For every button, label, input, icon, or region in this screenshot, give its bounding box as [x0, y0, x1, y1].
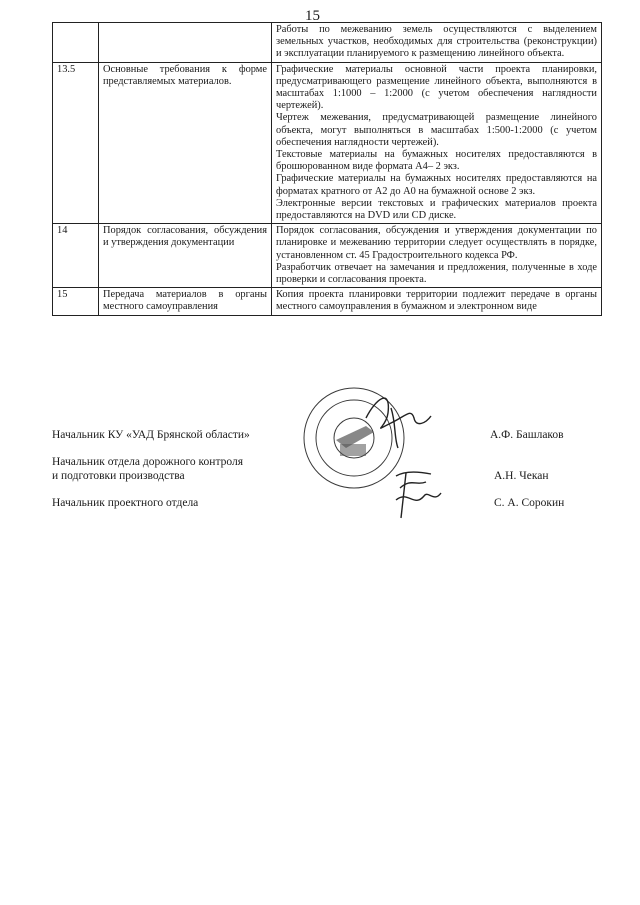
signatory-title	[52, 455, 243, 483]
signatory-name: С. А. Сорокин	[494, 497, 565, 509]
description-paragraph: Работы по межеванию земель осуществляются с выделением земельных участков, необходимых для строительства (реконструкции) и эксплуатации планируемого к размещению линейного объекта.	[276, 24, 597, 60]
row-title: Передача материалов в органы местного самоуправления	[99, 288, 272, 315]
description-paragraph: Чертеж межевания, предусматривающей размещение линейного объекта, могут выполняться в масштабах 1:500-1:2000 (с учетом обеспечения наглядности чертежей).	[276, 112, 597, 148]
signatory-title-line: Начальник отдела дорожного контроля	[52, 456, 244, 468]
table-row	[53, 288, 602, 315]
description-paragraph: Текстовые материалы на бумажных носителях предоставляются в брошюрованном виде формата А4– 2 экз.	[276, 149, 597, 173]
row-title: Основные требования к форме представляемых материалов.	[99, 62, 272, 224]
signatory-name: А.Ф. Башлаков	[490, 429, 564, 441]
row-number: 14	[53, 224, 99, 288]
signatory-name: А.Н. Чекан	[494, 470, 549, 482]
signatory-title-line: и подготовки производства	[52, 470, 185, 482]
description-paragraph: Порядок согласования, обсуждения и утверждения документации по планировке и межеванию территории следует осуществлять в порядке, установленном ст. 45 Градостроительного кодекса РФ.	[276, 225, 597, 261]
description-paragraph: Копия проекта планировки территории подлежит передаче в органы местного самоуправления в бумажном и электронном виде	[276, 289, 597, 313]
row-description	[272, 288, 602, 315]
table-row	[53, 23, 602, 63]
row-title: Порядок согласования, обсуждения и утверждения документации	[99, 224, 272, 288]
page-number: 15	[305, 8, 320, 24]
description-paragraph: Электронные версии текстовых и графических материалов проекта предоставляются на DVD или CD диске.	[276, 197, 597, 222]
description-paragraph: Графические материалы на бумажных носителях предоставляются на форматах кратного от А2 до А0 на бумажной основе 2 экз.	[276, 173, 597, 197]
row-title	[99, 23, 272, 63]
row-number: 13.5	[53, 62, 99, 224]
description-paragraph: Графические материалы основной части проекта планировки, предусматривающего размещение линейного объекта, выполняются в масштабах 1:1000 – 1:2000 (с учетом обеспечения наглядности чертежей).	[276, 63, 597, 112]
row-description	[272, 224, 602, 288]
requirements-table	[52, 22, 602, 316]
seal-stamp-icon	[296, 378, 446, 528]
row-description	[272, 62, 602, 224]
signatory-title: Начальник проектного отдела	[52, 497, 199, 509]
signatory-title: Начальник КУ «УАД Брянской области»	[52, 429, 250, 441]
table-row	[53, 224, 602, 288]
table-row	[53, 62, 602, 224]
description-paragraph: Разработчик отвечает на замечания и предложения, полученные в ходе проверки и согласования проекта.	[276, 261, 597, 286]
row-number	[53, 23, 99, 63]
row-number: 15	[53, 288, 99, 315]
row-description	[272, 23, 602, 63]
